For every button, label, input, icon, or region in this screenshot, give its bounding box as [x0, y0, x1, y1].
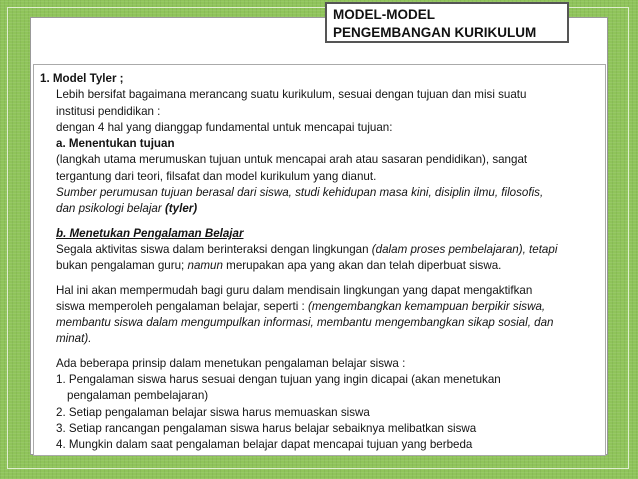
p2-line-1: Hal ini akan mempermudah bagi guru dalam mendisain lingkungan yang dapat mengaktifkan	[56, 283, 533, 297]
b-line-2-text-2: merupakan apa yang akan dan telah diperbuat siswa.	[222, 259, 502, 273]
b-line-1-italic: (dalam proses pembelajaran), tetapi	[371, 242, 558, 256]
p2-line-2-italic: (mengembangkan kemampuan berpikir siswa,	[307, 299, 546, 313]
p2-line-4: minat).	[56, 332, 92, 346]
list-item-3: 3. Setiap rancangan pengalaman siswa harus belajar sebaiknya melibatkan siswa	[56, 421, 477, 435]
p2-line-2-text: siswa memperoleh pengalaman belajar, seperti :	[56, 299, 308, 313]
intro-line-2: institusi pendidikan :	[56, 104, 161, 118]
subheading-a: a. Menentukan tujuan	[56, 137, 175, 151]
slide-title-line-1: MODEL-MODEL	[333, 7, 435, 22]
section-heading: 1. Model Tyler ;	[40, 72, 124, 85]
slide-title-line-2: PENGEMBANGAN KURIKULUM	[333, 25, 537, 40]
list-item-1: 1. Pengalaman siswa harus sesuai dengan tujuan yang ingin dicapai (akan menetukan	[56, 373, 501, 387]
b-line-2	[40, 258, 595, 274]
b-line-2-text-1: bukan pengalaman guru;	[56, 259, 188, 273]
list-item-2: 2. Setiap pengalaman belajar siswa harus memuaskan siswa	[56, 405, 370, 419]
p2-line-2	[40, 299, 595, 315]
a-line-4	[40, 201, 595, 217]
b-line-2-italic: namun	[187, 259, 223, 273]
a-line-4-text: dan psikologi belajar	[56, 202, 165, 216]
slide-title	[325, 2, 569, 43]
list-item-1-continued: pengalaman pembelajaran)	[67, 389, 209, 403]
intro-line-1: Lebih bersifat bagaimana merancang suatu kurikulum, sesuai dengan tujuan dan misi suatu	[56, 88, 527, 102]
content-panel	[33, 64, 606, 456]
a-line-1: (langkah utama merumuskan tujuan untuk mencapai arah atau sasaran pendidikan), sangat	[56, 153, 528, 167]
a-line-3: Sumber perumusan tujuan berasal dari siswa, studi kehidupan masa kini, disiplin ilmu, filosofis,	[56, 186, 544, 200]
p3-intro: Ada beberapa prinsip dalam menetukan pengalaman belajar siswa :	[56, 356, 406, 370]
b-line-1-text: Segala aktivitas siswa dalam berinteraksi dengan lingkungan	[56, 242, 372, 256]
intro-line-3: dengan 4 hal yang dianggap fundamental untuk mencapai tujuan:	[56, 120, 393, 134]
p2-line-3: membantu siswa dalam mengumpulkan informasi, membantu mengembangkan sikap sosial, dan	[56, 316, 554, 330]
b-line-1	[40, 242, 595, 258]
subheading-b: b. Menetukan Pengalaman Belajar	[56, 226, 244, 240]
list-item-4: 4. Mungkin dalam saat pengalaman belajar dapat mencapai tujuan yang berbeda	[56, 438, 473, 452]
a-line-2: tergantung dari teori, filsafat dan model kurikulum yang dianut.	[56, 169, 377, 183]
a-line-4-source: (tyler)	[164, 202, 198, 216]
